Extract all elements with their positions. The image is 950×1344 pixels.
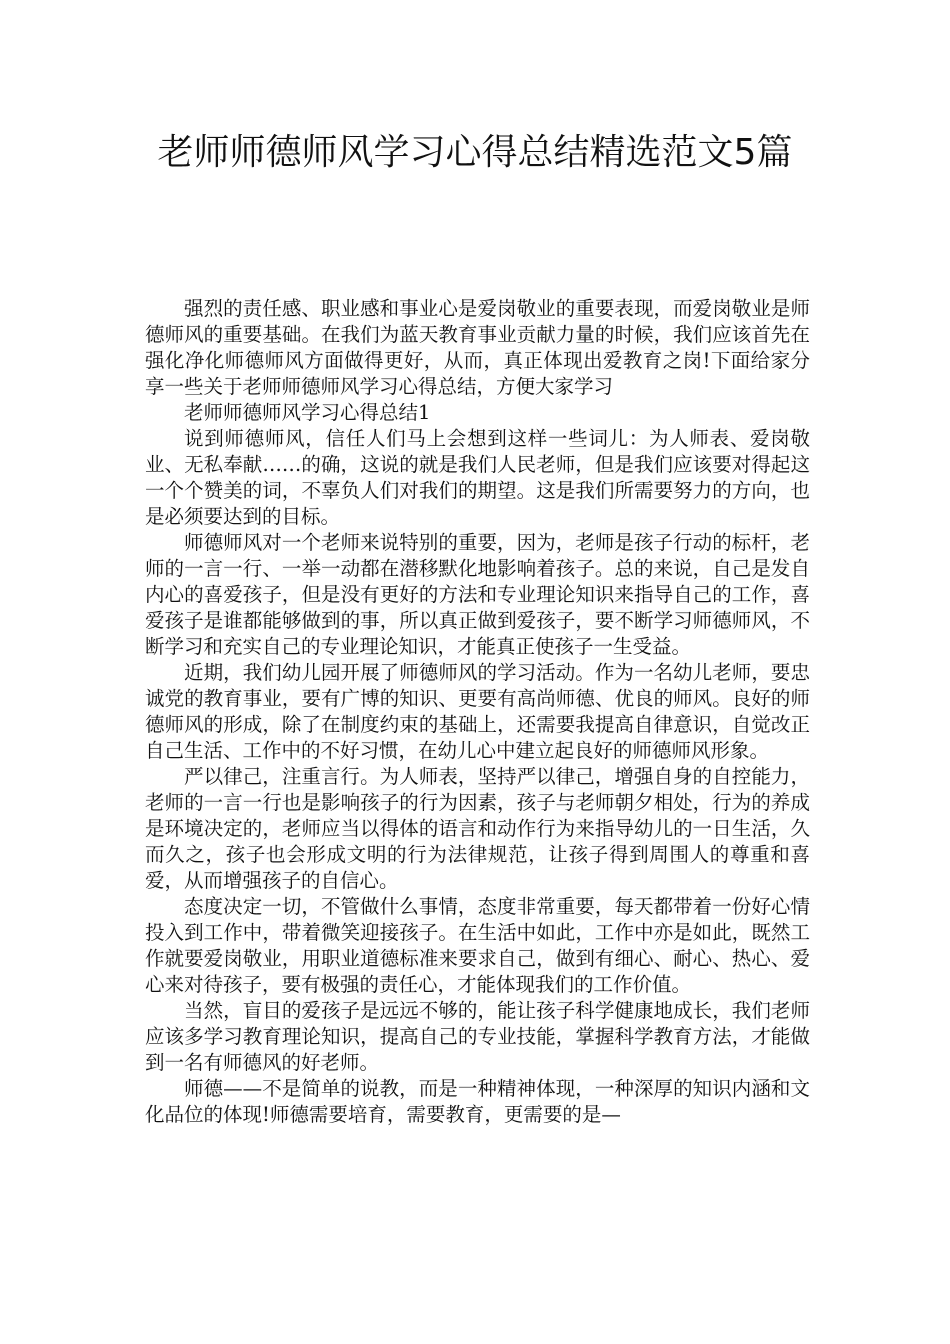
paragraph: 态度决定一切，不管做什么事情，态度非常重要，每天都带着一份好心情投入到工作中，带着微笑迎接孩子。在生活中如此，工作中亦是如此，既然工作就要爱岗敬业，用职业道德标准来要求自己，做到有细心、耐心、热心、爱心来对待孩子，要有极强的责任心，才能体现我们的工作价值。 (145, 895, 810, 996)
paragraph: 说到师德师风，信任人们马上会想到这样一些词儿：为人师表、爱岗敬业、无私奉献……的确，这说的就是我们人民老师，但是我们应该要对得起这一个个赞美的词，不辜负人们对我们的期望。这是我们所需要努力的方向，也是必须要达到的目标。 (145, 427, 810, 528)
document-title: 老师师德师风学习心得总结精选范文5篇 (157, 132, 793, 173)
paragraph: 近期，我们幼儿园开展了师德师风的学习活动。作为一名幼儿老师，要忠诚党的教育事业，要有广博的知识、更要有高尚师德、优良的师风。良好的师德师风的形成，除了在制度约束的基础上，还需要我提高自律意识，自觉改正自己生活、工作中的不好习惯，在幼儿心中建立起良好的师德师风形象。 (145, 661, 810, 762)
paragraph: 严以律己，注重言行。为人师表，坚持严以律己，增强自身的自控能力，老师的一言一行也是影响孩子的行为因素，孩子与老师朝夕相处，行为的养成是环境决定的，老师应当以得体的语言和动作行为来指导幼儿的一日生活，久而久之，孩子也会形成文明的行为法律规范，让孩子得到周围人的尊重和喜爱，从而增强孩子的自信心。 (145, 765, 810, 892)
paragraph: 当然，盲目的爱孩子是远远不够的，能让孩子科学健康地成长，我们老师应该多学习教育理论知识，提高自己的专业技能，掌握科学教育方法，才能做到一名有师德风的好老师。 (145, 999, 810, 1074)
section-heading: 老师师德师风学习心得总结1 (184, 401, 431, 424)
paragraph: 师德师风对一个老师来说特别的重要，因为，老师是孩子行动的标杆，老师的一言一行、一举一动都在潜移默化地影响着孩子。总的来说，自己是发自内心的喜爱孩子，但是没有更好的方法和专业理论知识来指导自己的工作，喜爱孩子是谁都能够做到的事，所以真正做到爱孩子，要不断学习师德师风，不断学习和充实自己的专业理论知识，才能真正使孩子一生受益。 (145, 531, 810, 658)
document-body (145, 296, 810, 1128)
paragraph: 师德——不是简单的说教，而是一种精神体现，一种深厚的知识内涵和文化品位的体现!师德需要培育，需要教育，更需要的是— (145, 1077, 810, 1126)
paragraph-intro: 强烈的责任感、职业感和事业心是爱岗敬业的重要表现，而爱岗敬业是师德师风的重要基础。在我们为蓝天教育事业贡献力量的时候，我们应该首先在强化净化师德师风方面做得更好，从而，真正体现出爱教育之岗!下面给家分享一些关于老师师德师风学习心得总结，方便大家学习 (145, 297, 810, 398)
